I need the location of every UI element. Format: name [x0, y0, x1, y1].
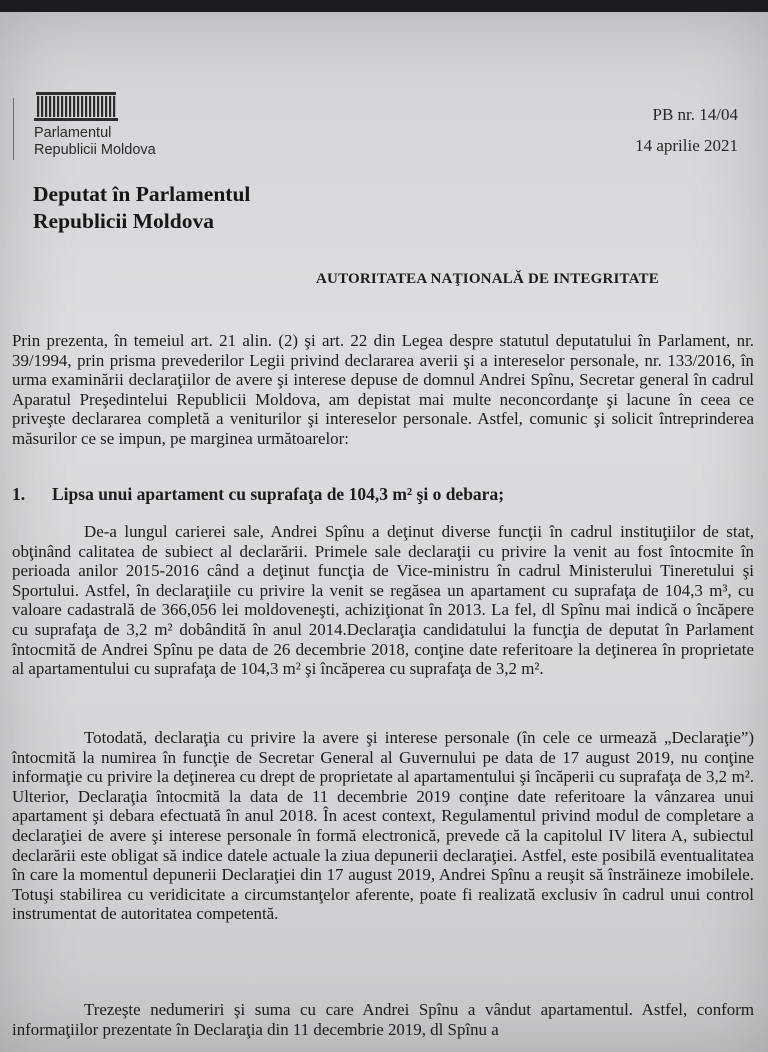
body-paragraph-3: Trezeşte nedumeriri şi suma cu care Andrei Spînu a vândut apartamentul. Astfel, conform informaţiilor prezentate în Declaraţia din 11 decembrie 2019, dl Spînu a [12, 1000, 754, 1039]
body-paragraph-1: De-a lungul carierei sale, Andrei Spînu a deţinut diverse funcţii în cadrul instituţiilor de stat, obţinând calitatea de subiect al declarării. Primele sale declaraţii cu privire la venit au fost întocmite în perioada anilor 2015-2016 când a deţinut funcţia de Vice-ministru în cadrul Ministerului Tineretului şi Sportului. Astfel, în declaraţiile cu privire la venit se regăsea un apartament cu suprafaţa de 104,3 m³, cu valoare cadastrală de 366,056 lei moldoveneşti, achiziţionat în 2013. La fel, dl Spînu mai indică o încăpere cu suprafaţa de 3,2 m² dobândită în anul 2014.Declaraţia candidatului la funcţia de deputat în Parlament întocmită de Andrei Spînu pe data de 26 decembrie 2018, conţine date referitoare la deţinerea în proprietate al apartamentului cu suprafaţa de 104,3 m² şi încăperea cu suprafaţa de 3,2 m². [12, 522, 754, 679]
document-page [0, 12, 768, 1052]
recipient-heading: AUTORITATEA NAŢIONALĂ DE INTEGRITATE [316, 271, 659, 287]
sender-title-line1: Deputat în Parlamentul [33, 182, 251, 206]
section-title: Lipsa unui apartament cu suprafaţa de 104,3 m² şi o debara; [52, 484, 505, 504]
sender-title-line2: Republicii Moldova [33, 209, 214, 233]
document-date: 14 aprilie 2021 [635, 136, 738, 155]
body-paragraph-2: Totodată, declaraţia cu privire la avere şi interese personale (în cele ce urmează „Declaraţie”) întocmită la numirea în funcţie de Secretar General al Guvernului pe data de 17 august 2019, nu conţine informaţie cu privire la deţinerea cu drept de proprietate al apartamentului şi încăperii cu suprafaţa de 3,2 m². Ulterior, Declaraţia întocmită la data de 11 decembrie 2019 conţine date referitoare la vânzarea unui apartament şi debara efectuată în anul 2018. În acest context, Regulamentul privind modul de completare a declaraţiei de avere şi interese personale în formă electronică, prevede că la capitolul IV litera A, subiectul declarării este obligat să indice datele actuale la ziua depunerii declaraţiei. Astfel, este posibilă eventualitatea în care la momentul depunerii Declaraţiei din 17 august 2019, Andrei Spînu a reuşit să înstrăineze imobilele. Totuşi stabilirea cu veridicitate a circumstanţelor aferente, poate fi realizată exclusiv în cadrul unui control instrumentat de autoritatea competentă. [12, 728, 754, 924]
margin-line [13, 98, 14, 160]
intro-paragraph: Prin prezenta, în temeiul art. 21 alin. (2) şi art. 22 din Legea despre statutul deputatului în Parlament, nr. 39/1994, prin prisma prevederilor Legii privind declararea averii şi a intereselor personale, nr. 133/2016, în urma examinării declaraţiilor de avere şi interese depuse de domnul Andrei Spînu, Secretar general în cadrul Aparatul Preşedintelui Republicii Moldova, am depistat mai multe neconcordanţe şi lacune în ceea ce priveşte declararea completă a veniturilor şi intereselor personale. Astfel, comunic şi solicit întreprinderea măsurilor ce se impun, pe marginea următoarelor: [12, 331, 754, 448]
logo-text-line2: Republicii Moldova [34, 142, 156, 158]
reference-number: PB nr. 14/04 [652, 105, 738, 124]
parliament-building-icon [34, 92, 118, 122]
parliament-logo [34, 92, 156, 159]
document-reference [635, 99, 738, 161]
sender-title [33, 181, 250, 235]
logo-text-line1: Parlamentul [34, 125, 112, 141]
section-number: 1. [12, 484, 26, 504]
section-heading [12, 484, 652, 505]
